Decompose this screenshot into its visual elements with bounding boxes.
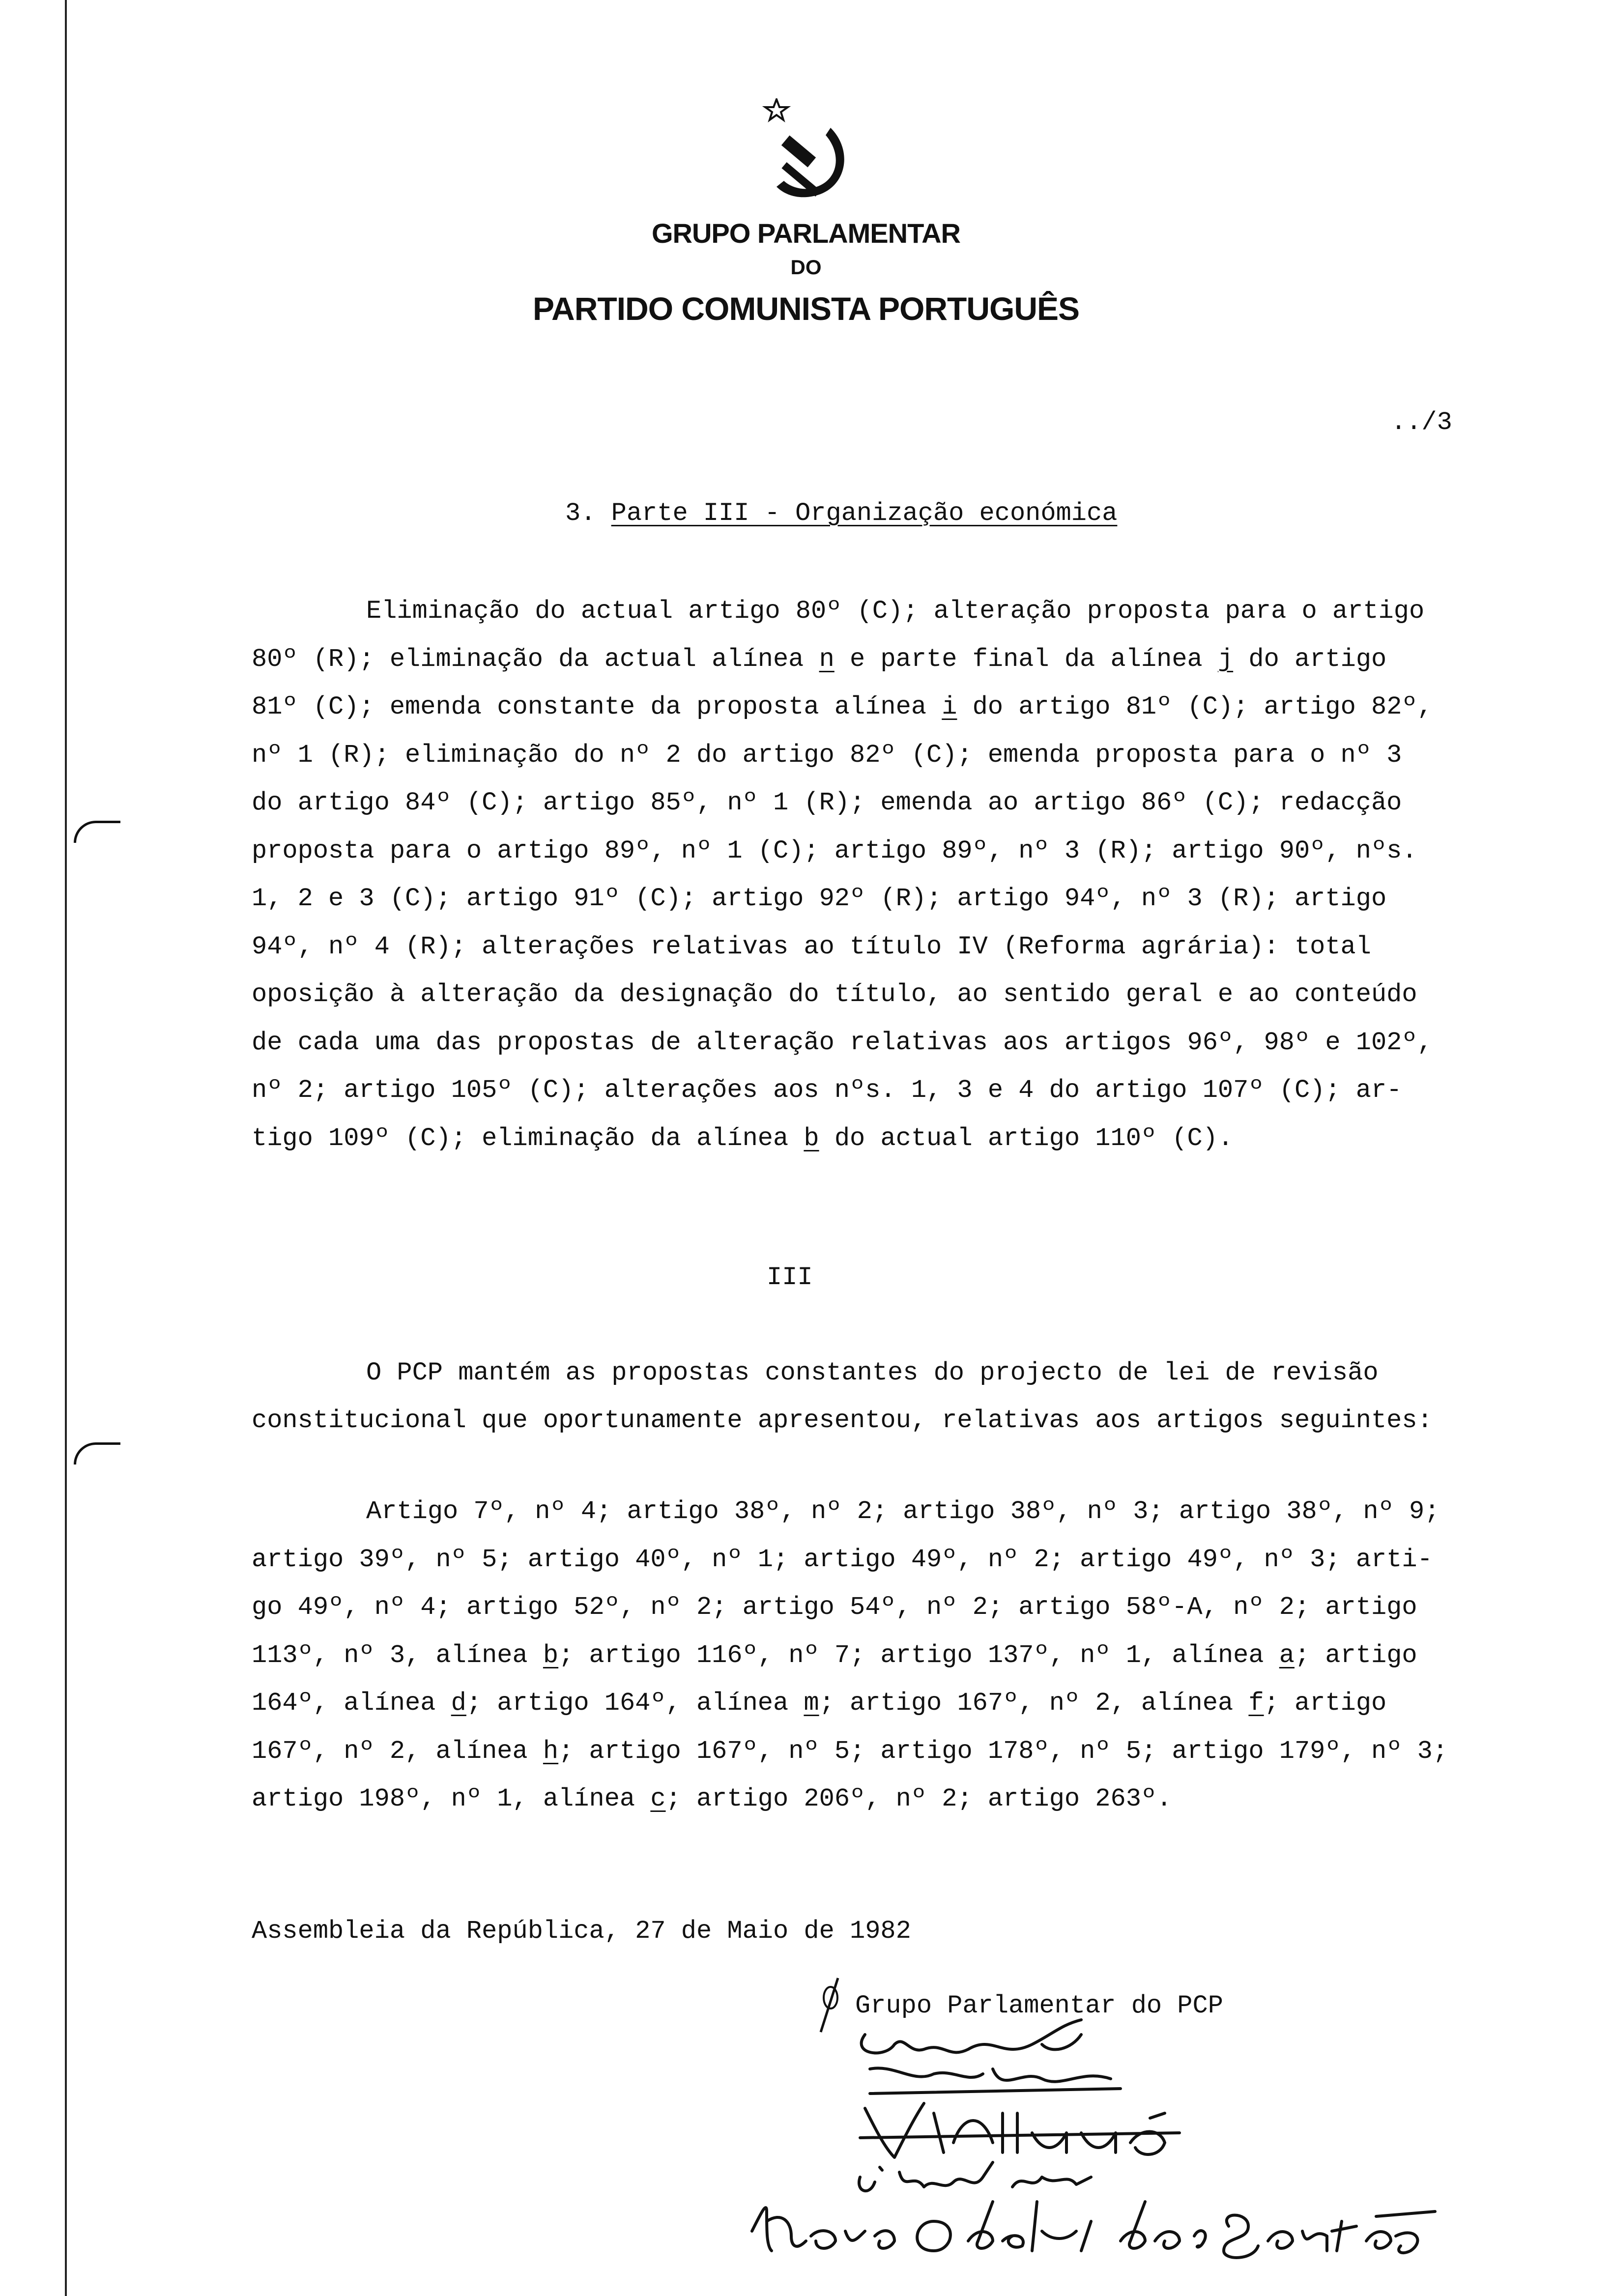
signature-5 (752, 2202, 1435, 2258)
text-line (252, 1595, 1417, 1620)
text-segment: 1, 2 e 3 (C); artigo 91º (C); artigo 92º (R); artigo 94º, nº 3 (R); artigo (252, 884, 1387, 913)
text-segment: ; artigo 164º, alínea (466, 1689, 804, 1718)
page-edge-line (65, 0, 67, 2296)
underlined-letter: f (1248, 1689, 1264, 1718)
text-segment: tigo 109º (C); eliminação da alínea (252, 1123, 804, 1153)
text-segment: 164º, alínea (252, 1689, 451, 1718)
underlined-letter: b (543, 1640, 559, 1670)
header-title-line3: PARTIDO COMUNISTA PORTUGUÊS (532, 290, 1080, 327)
underlined-letter: i (942, 692, 957, 721)
text-line (252, 1030, 1433, 1056)
text-line (252, 1786, 1172, 1812)
text-line (252, 790, 1402, 816)
text-line (252, 838, 1417, 864)
text-segment: nº 2; artigo 105º (C); alterações aos nºs. 1, 3 e 4 do artigo 107º (C); ar- (252, 1076, 1402, 1105)
text-segment: ; artigo 206º, nº 2; artigo 263º. (665, 1784, 1172, 1813)
text-segment: ; artigo 116º, nº 7; artigo 137º, nº 1, alínea (558, 1640, 1279, 1670)
text-segment: artigo 39º, nº 5; artigo 40º, nº 1; artigo 49º, nº 2; artigo 49º, nº 3; arti- (252, 1545, 1433, 1574)
text-segment: 80º (R); eliminação da actual alínea (252, 644, 819, 674)
text-segment: 113º, nº 3, alínea (252, 1640, 543, 1670)
text-segment: Artigo 7º, nº 4; artigo 38º, nº 2; artigo 38º, nº 3; artigo 38º, nº 9; (366, 1497, 1440, 1526)
text-segment: nº 1 (R); eliminação do nº 2 do artigo 82º (C); emenda proposta para o nº 3 (252, 740, 1402, 770)
text-segment: O PCP mantém as propostas constantes do projecto de lei de revisão (366, 1358, 1379, 1387)
text-segment: ; artigo (1294, 1640, 1417, 1670)
text-segment: do actual artigo 110º (C). (819, 1123, 1234, 1153)
section-title: Parte III - Organização económica (611, 499, 1118, 528)
text-segment: artigo 198º, nº 1, alínea (252, 1784, 651, 1813)
roman-heading: III (767, 1263, 813, 1292)
underlined-letter: a (1279, 1640, 1295, 1670)
text-segment: ; artigo 167º, nº 2, alínea (819, 1689, 1249, 1718)
text-line (252, 694, 1433, 720)
text-line (252, 644, 1387, 674)
signature-1 (862, 2020, 1081, 2053)
underlined-letter: c (650, 1784, 666, 1813)
binder-hole-mark (74, 1442, 120, 1464)
text-line (252, 1547, 1433, 1573)
text-segment: 94º, nº 4 (R); alterações relativas ao título IV (Reforma agrária): total (252, 932, 1371, 961)
signature-2 (870, 2068, 1121, 2094)
underlined-letter: m (804, 1689, 819, 1718)
place-and-date: Assembleia da República, 27 de Maio de 1982 (252, 1917, 911, 1946)
section-heading (565, 499, 1117, 528)
text-segment: go 49º, nº 4; artigo 52º, nº 2; artigo 54º, nº 2; artigo 58º-A, nº 2; artigo (252, 1593, 1417, 1622)
text-line (252, 1691, 1386, 1716)
text-line (252, 1123, 1234, 1153)
underlined-letter: n (819, 644, 835, 674)
underlined-letter: b (804, 1123, 819, 1153)
text-segment: 81º (C); emenda constante da proposta alínea (252, 692, 942, 721)
underlined-letter: j (1217, 644, 1234, 674)
text-segment: proposta para o artigo 89º, nº 1 (C); artigo 89º, nº 3 (R); artigo 90º, nºs. (252, 836, 1417, 865)
text-line (252, 740, 1402, 770)
text-line (252, 1736, 1448, 1766)
underlined-letter: d (451, 1689, 466, 1718)
page-reference: ../3 (1391, 408, 1452, 437)
text-segment: 167º, nº 2, alínea (252, 1736, 543, 1766)
text-segment: do artigo 81º (C); artigo 82º, (957, 692, 1433, 721)
text-segment: ; artigo (1264, 1689, 1387, 1718)
text-line (252, 934, 1371, 960)
text-segment: constitucional que oportunamente apresentou, relativas aos artigos seguintes: (252, 1406, 1433, 1435)
text-segment: do artigo 84º (C); artigo 85º, nº 1 (R); emenda ao artigo 86º (C); redacção (252, 788, 1402, 817)
header-title-line2: DO (790, 256, 822, 279)
text-segment: Eliminação do actual artigo 80º (C); alteração proposta para o artigo (366, 597, 1425, 626)
underlined-letter: h (543, 1736, 559, 1766)
hammer-and-sickle-star-icon (757, 98, 855, 206)
section-number: 3. (565, 499, 611, 528)
text-segment: de cada uma das propostas de alteração relativas aos artigos 96º, 98º e 102º, (252, 1028, 1433, 1057)
text-segment: e parte final da alínea (834, 644, 1218, 674)
text-segment: oposição à alteração da designação do título, ao sentido geral e ao conteúdo (252, 980, 1417, 1009)
text-line (366, 599, 1424, 624)
handwritten-signatures (737, 2015, 1524, 2280)
text-segment: ; artigo 167º, nº 5; artigo 178º, nº 5; artigo 179º, nº 3; (558, 1736, 1448, 1766)
signatory-group: Grupo Parlamentar do PCP (855, 1991, 1223, 2020)
text-line (252, 1408, 1433, 1434)
signature-3 (860, 2103, 1180, 2157)
text-segment: do artigo (1233, 644, 1387, 674)
text-line (252, 1640, 1417, 1670)
text-line (252, 1078, 1402, 1103)
text-line (366, 1499, 1439, 1524)
text-line (252, 886, 1386, 912)
text-line (252, 982, 1417, 1007)
binder-hole-mark (74, 821, 120, 843)
signature-4 (859, 2162, 1091, 2191)
header-title-line1: GRUPO PARLAMENTAR (651, 218, 960, 249)
text-line (366, 1360, 1379, 1386)
